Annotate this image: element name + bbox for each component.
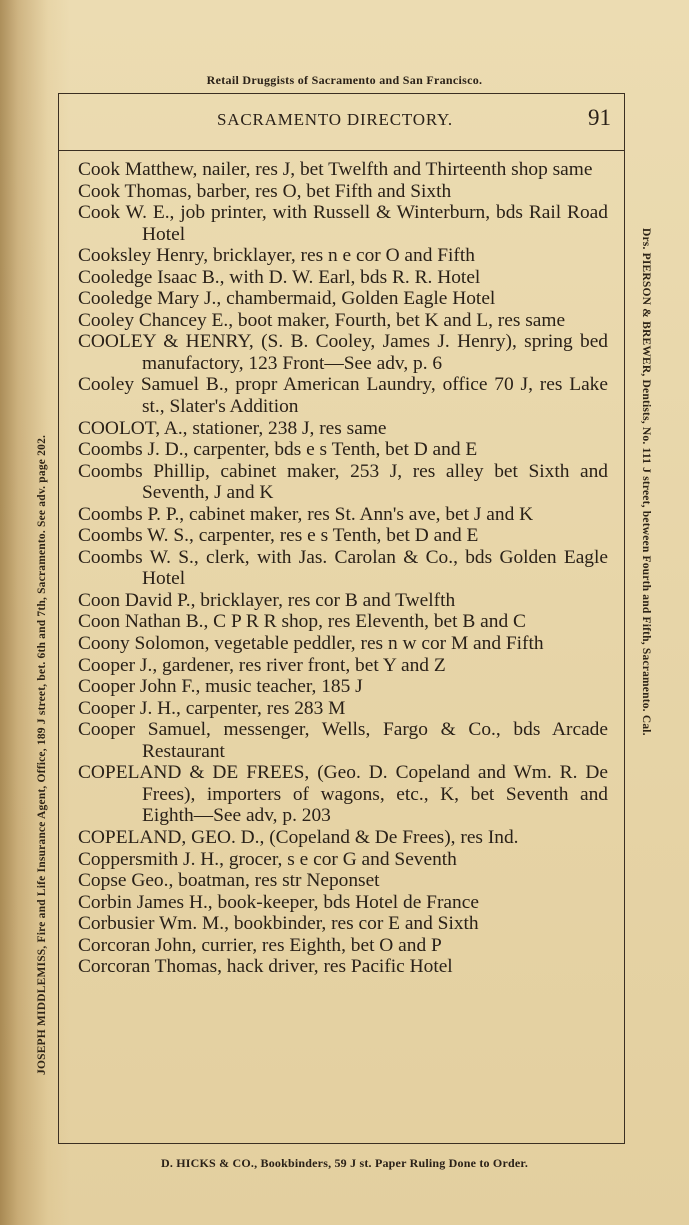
directory-entry: Corcoran Thomas, hack driver, res Pacific Hotel [78,956,453,978]
directory-entry: Coombs W. S., clerk, with Jas. Carolan & Co., bds Golden Eagle Hotel [78,546,608,590]
directory-entry: Cook W. E., job printer, with Russell & Winterburn, bds Rail Road Hotel [78,202,608,245]
running-head: SACRAMENTO DIRECTORY. [217,110,453,129]
bottom-advertisement: D. HICKS & CO., Bookbinders, 59 J st. Paper Ruling Done to Order. [160,1156,529,1170]
directory-entry: COPELAND & DE FREES, (Geo. D. Copeland and Wm. R. De Frees), importers of wagons, etc., K, bet Seventh and Eighth—See adv, p. 203 [78,762,608,827]
directory-entry: Corbin James H., book-keeper, bds Hotel de France [78,891,479,913]
directory-entry: Cooledge Mary J., chambermaid, Golden Eagle Hotel [78,288,496,310]
directory-entry: Cooper J., gardener, res river front, bet Y and Z [78,654,446,676]
top-advertisement: Retail Druggists of Sacramento and San Francisco. [206,73,483,87]
directory-entry: Cooley Samuel B., propr American Laundry, office 70 J, res Lake st., Slater's Addition [78,374,608,418]
directory-entry: Corcoran John, currier, res Eighth, bet O and P [78,934,442,956]
directory-entry: Cook Matthew, nailer, res J, bet Twelfth and Thirteenth shop same [78,159,593,180]
header-rule [58,150,625,151]
directory-entry: Corbusier Wm. M., bookbinder, res cor E and Sixth [78,913,479,935]
page-number: 91 [588,105,611,130]
left-margin-advertisement: JOSEPH MIDDLEMISS, Fire and Life Insurance Agent, Office, 189 J street, bet. 6th and 7th, Sacramento. See adv. page 202. [36,434,48,1075]
directory-entry: Cooledge Isaac B., with D. W. Earl, bds R. R. Hotel [78,266,481,288]
directory-entry: COPELAND, GEO. D., (Copeland & De Frees), res Ind. [78,826,519,848]
directory-entry: Copse Geo., boatman, res str Neponset [78,870,380,892]
directory-entries [78,159,608,978]
directory-entry: Coombs Phillip, cabinet maker, 253 J, res alley bet Sixth and Seventh, J and K [78,460,608,504]
bottom-rule [58,1143,625,1144]
directory-entry: Coombs W. S., carpenter, res e s Tenth, bet D and E [78,525,479,547]
directory-entry: Coon David P., bricklayer, res cor B and Twelfth [78,589,456,611]
directory-entry: Coon Nathan B., C P R R shop, res Eleventh, bet B and C [78,611,526,633]
directory-entry: Cooley Chancey E., boot maker, Fourth, bet K and L, res same [78,309,566,331]
right-margin-advertisement: Drs. PIERSON & BREWER, Dentists, No. 111 J street, between Fourth and Fifth, Sacramento. Cal. [640,228,652,736]
directory-entry: Coombs P. P., cabinet maker, res St. Ann's ave, bet J and K [78,503,534,525]
directory-entry: COOLOT, A., stationer, 238 J, res same [78,417,387,439]
directory-entry: Cooksley Henry, bricklayer, res n e cor O and Fifth [78,245,475,267]
directory-entry: Coombs J. D., carpenter, bds e s Tenth, bet D and E [78,439,478,461]
directory-entry: Cooper Samuel, messenger, Wells, Fargo & Co., bds Arcade Restaurant [78,719,608,762]
directory-entry: Cook Thomas, barber, res O, bet Fifth and Sixth [78,180,452,202]
directory-entry: Coppersmith J. H., grocer, s e cor G and Seventh [78,848,457,870]
directory-entry: Cooper J. H., carpenter, res 283 M [78,697,346,719]
directory-entry: Cooper John F., music teacher, 185 J [78,676,363,698]
directory-entry: COOLEY & HENRY, (S. B. Cooley, James J. Henry), spring bed manufactory, 123 Front—See adv, p. 6 [78,331,608,374]
directory-entry: Coony Solomon, vegetable peddler, res n w cor M and Fifth [78,633,544,655]
